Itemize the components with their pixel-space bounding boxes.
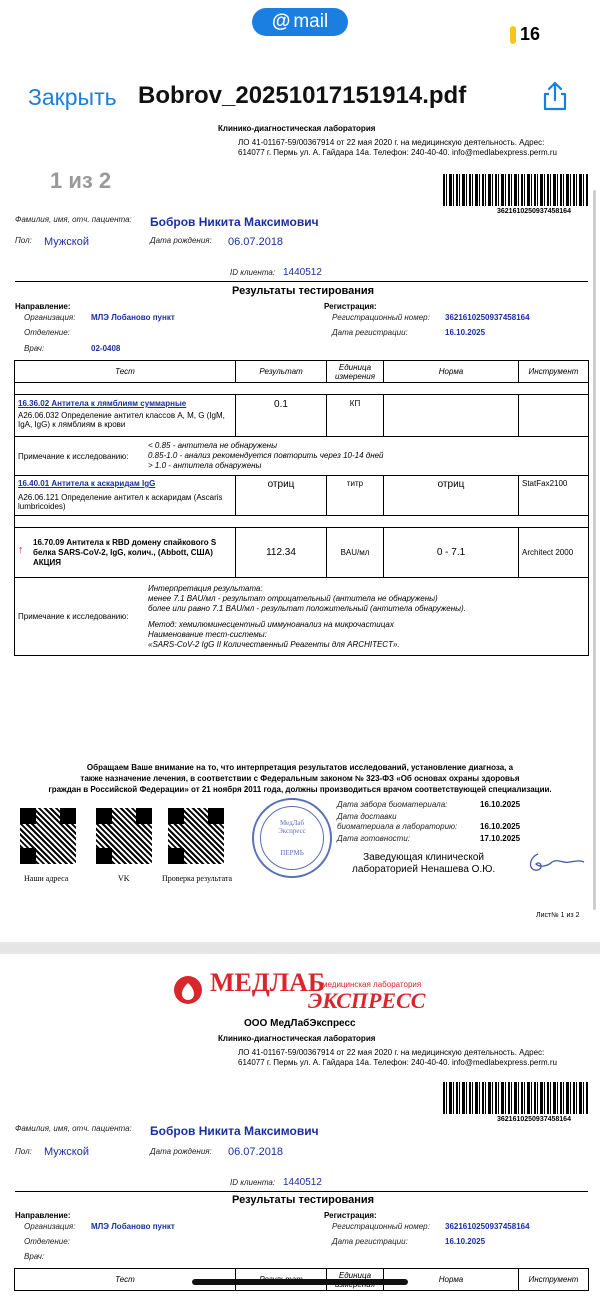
reg-date-value: 16.10.2025 [445, 328, 486, 337]
test-instrument [519, 395, 589, 437]
file-title: Bobrov_20251017151914.pdf [138, 82, 467, 109]
note2-line: «SARS-CoV-2 IgG II Количественный Реагенты для ARCHITECT». [148, 639, 400, 649]
direction-label: Направление: [15, 302, 71, 311]
lab-name: Клинико-диагностическая лаборатория [218, 1034, 376, 1043]
dob-value: 06.07.2018 [228, 236, 284, 248]
test-unit: BAU/мл [327, 528, 384, 578]
note1-line: 0.85-1.0 - анализ рекомендуется повторить через 10-14 дней [148, 451, 384, 460]
license-line1: ЛО 41-01167-59/00367914 от 22 мая 2020 г. на медицинскую деятельность. Адрес: [238, 1048, 545, 1057]
test-instrument: Architect 2000 [519, 528, 589, 578]
note1-line: < 0.85 - антитела не обнаружены [148, 441, 277, 450]
blood-drop-icon [172, 974, 204, 1006]
sheet-number: Лист№ 1 из 2 [536, 912, 580, 919]
reg-number-value: 3621610250937458164 [445, 313, 530, 322]
test-instrument: StatFax2100 [519, 476, 589, 516]
sex-value: Мужской [44, 236, 89, 248]
stamp-text: Экспресс [278, 827, 306, 835]
doctor-value: 02-0408 [91, 344, 121, 353]
mail-pill [252, 8, 348, 36]
note2-line: менее 7.1 BAU/мл - результат отрицательный (антитела не обнаружены) [148, 593, 438, 603]
page-indicator: 1 из 2 [50, 168, 112, 193]
header-unit: Единица измерения [327, 361, 384, 383]
note1-line: > 1.0 - антитела обнаружены [148, 461, 262, 470]
logo-main1: МЕДЛАБ [210, 968, 326, 997]
ready-date-value: 17.10.2025 [480, 834, 521, 843]
dept-label: Отделение: [24, 1237, 70, 1246]
home-indicator[interactable] [192, 1279, 408, 1285]
sex-value: Мужской [44, 1146, 89, 1158]
scrollbar[interactable] [593, 190, 596, 910]
barcode [443, 1082, 589, 1114]
org-label: Организация: [24, 1222, 76, 1231]
test-code[interactable]: 16.40.01 Антитела к аскаридам IgG [18, 479, 156, 488]
test-code[interactable]: 16.36.02 Антитела к лямблиям суммарные [18, 399, 187, 408]
dob-label: Дата рождения: [150, 236, 212, 245]
patient-label: Фамилия, имя, отч. пациента: [15, 215, 132, 224]
header-unit: Единица [327, 1269, 384, 1291]
note-row [15, 578, 589, 656]
mail-label: mail [293, 11, 329, 32]
head-of-lab [352, 852, 495, 876]
registration-label: Регистрация: [324, 302, 377, 311]
stamp-text: ПЕРМЬ [280, 849, 304, 857]
note2-line: Метод: хемилюминесцентный иммуноанализ на микрочастицах [148, 619, 394, 629]
test-result: 112.34 [236, 528, 327, 578]
qr-label-vk: VK [118, 874, 130, 883]
note2-line: Интерпретация результата: [148, 583, 263, 593]
reg-number-label: Регистрационный номер: [332, 313, 430, 322]
patient-name: Бобров Никита Максимович [150, 215, 319, 229]
test-code: 16.70.09 Антитела к RBD домену спайкового S белка SARS-CoV-2, IgG, колич., (Abbott, США) АКЦИЯ [33, 537, 217, 567]
reg-date-label: Дата регистрации: [332, 1237, 408, 1246]
table-row [15, 395, 589, 437]
sample-date-value: 16.10.2025 [480, 800, 521, 809]
qr-code-vk[interactable] [96, 808, 152, 864]
header-norm: Норма [384, 361, 519, 383]
client-id-label: ID клиента: [230, 268, 276, 277]
reg-number-value: 3621610250937458164 [445, 1222, 530, 1231]
barcode [443, 174, 589, 206]
results-title: Результаты тестирования [232, 1194, 375, 1206]
close-button[interactable]: Закрыть [28, 84, 117, 110]
org-label: Организация: [24, 313, 76, 322]
qr-label-verify: Проверка результата [162, 874, 233, 883]
head-line: лабораторией Ненашева О.Ю. [352, 864, 496, 875]
sample-date-label: Дата забора биоматериала: [337, 800, 448, 809]
doctor-label: Врач: [24, 1252, 45, 1261]
direction-label: Направление: [15, 1211, 71, 1220]
signature [524, 846, 586, 878]
license-line1: ЛО 41-01167-59/00367914 от 22 мая 2020 г. на медицинскую деятельность. Адрес: [238, 138, 545, 147]
sex-label: Пол: [15, 236, 32, 245]
license-line2: 614077 г. Пермь ул. А. Гайдара 14а. Телефон: 240-40-40. info@medlabexpress.perm.ru [238, 1058, 557, 1067]
logo-main2: ЭКСПРЕСС [308, 988, 426, 1013]
sex-label: Пол: [15, 1147, 32, 1156]
doctor-label: Врач: [24, 344, 45, 353]
org-value: МЛЭ Лобаново пункт [91, 1222, 175, 1231]
header-instrument: Инструмент [519, 361, 589, 383]
patient-name: Бобров Никита Максимович [150, 1124, 319, 1138]
test-result: 0.1 [236, 395, 327, 437]
client-id-value: 1440512 [283, 267, 322, 278]
share-icon[interactable] [540, 80, 570, 112]
license-line2: 614077 г. Пермь ул. А. Гайдара 14а. Телефон: 240-40-40. info@medlabexpress.perm.ru [238, 148, 557, 157]
head-line: Заведующая клинической [363, 852, 484, 863]
header-result: Результат [236, 361, 327, 383]
dept-label: Отделение: [24, 328, 70, 337]
disclaimer-line: граждан в Российской Федерации» от 21 ноября 2011 года, должны производиться врачом соответствующей специализации. [48, 785, 552, 794]
table-row [15, 528, 589, 578]
at-icon: @ [271, 11, 291, 32]
barcode-number: 3621610250937458164 [497, 1116, 571, 1123]
battery-count: 16 [520, 24, 541, 44]
test-desc: A26.06.032 Определение антител классов A, M, G (IgM, IgA, IgG) к лямблиям в крови [18, 411, 225, 429]
results-title: Результаты тестирования [232, 285, 375, 297]
reg-number-label: Регистрационный номер: [332, 1222, 430, 1231]
test-norm [384, 395, 519, 437]
registration-label: Регистрация: [324, 1211, 377, 1220]
barcode-number: 3621610250937458164 [497, 208, 571, 215]
test-result: отриц [236, 476, 327, 516]
header-instrument: Инструмент [519, 1269, 589, 1291]
note-label: Примечание к исследованию: [18, 451, 129, 461]
logo-sub: медицинская лаборатория [322, 980, 422, 989]
reg-date-value: 16.10.2025 [445, 1237, 486, 1246]
note2-line: Наименование тест-системы: [148, 629, 267, 639]
header-norm: Норма [384, 1269, 519, 1291]
ready-date-label: Дата готовности: [337, 834, 411, 843]
client-id-label: ID клиента: [230, 1178, 276, 1187]
note-label: Примечание к исследованию: [18, 612, 129, 621]
header-test: Тест [15, 361, 236, 383]
test-desc: A26.06.121 Определение антител к аскаридам (Ascaris lumbricoides) [18, 493, 223, 511]
disclaimer [20, 762, 580, 795]
note2-line: более или равно 7.1 BAU/мл - результат положительный (антитела обнаружены). [148, 603, 466, 613]
stamp-text: МедЛаб [279, 819, 305, 827]
qr-code-verify[interactable] [168, 808, 224, 864]
note-row [15, 437, 589, 476]
delivery-label: Дата доставки [337, 812, 397, 821]
high-flag-icon: ↑ [18, 544, 24, 556]
battery-indicator [510, 26, 516, 44]
disclaimer-line: Обращаем Ваше внимание на то, что интерпретация результатов исследований, установление диагноза, а [86, 763, 514, 772]
test-unit: титр [327, 476, 384, 516]
page-separator [0, 942, 600, 954]
results-table [14, 360, 589, 656]
table-header-row [15, 361, 589, 383]
org-value: МЛЭ Лобаново пункт [91, 313, 175, 322]
test-unit: КП [327, 395, 384, 437]
reg-date-label: Дата регистрации: [332, 328, 408, 337]
company-name: ООО МедЛабЭкспресс [244, 1018, 356, 1029]
test-norm: 0 - 7.1 [384, 528, 519, 578]
test-norm: отриц [384, 476, 519, 516]
delivery-label: биоматериала в лабораторию: [337, 822, 458, 831]
lab-name: Клинико-диагностическая лаборатория [218, 124, 376, 133]
disclaimer-line: также назначение лечения, в соответствии с Федеральным законом № 323-ФЗ «Об основах охраны здоровья [80, 774, 520, 783]
qr-label-addresses: Наши адреса [24, 874, 69, 883]
client-id-value: 1440512 [283, 1177, 322, 1188]
patient-label: Фамилия, имя, отч. пациента: [15, 1124, 132, 1133]
dob-label: Дата рождения: [150, 1147, 212, 1156]
medlab-logo [172, 968, 428, 1014]
official-stamp [252, 798, 332, 878]
table-row [15, 476, 589, 516]
qr-code-addresses[interactable] [20, 808, 76, 864]
header-test: Тест [15, 1269, 236, 1291]
delivery-value: 16.10.2025 [480, 822, 521, 831]
dob-value: 06.07.2018 [228, 1146, 284, 1158]
